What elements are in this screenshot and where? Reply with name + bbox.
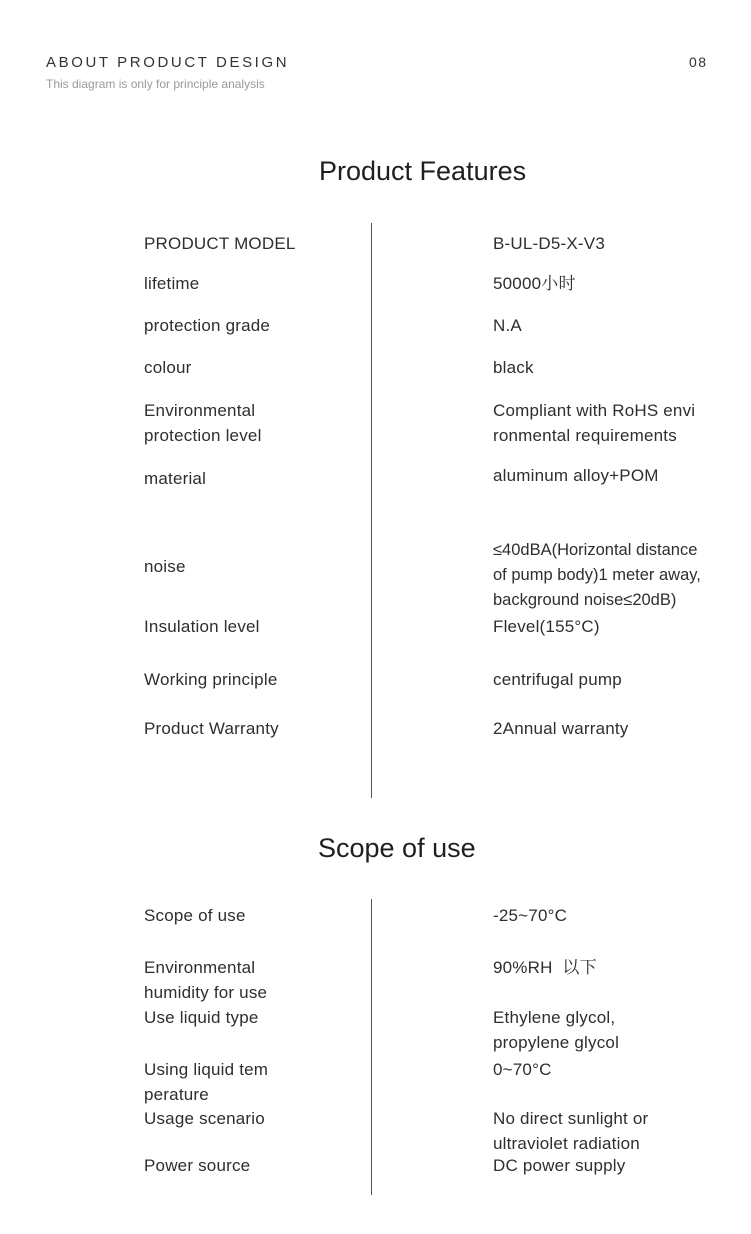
- scope-label-liquid-temperature: Using liquid tem perature: [144, 1060, 269, 1104]
- feature-value-material: aluminum alloy+POM: [493, 466, 659, 485]
- feature-label-protection-grade: protection grade: [144, 316, 271, 335]
- page-number: 08: [689, 54, 708, 70]
- scope-label-usage-scenario: Usage scenario: [144, 1109, 265, 1128]
- feature-value-noise: ≤40dBA(Horizontal distance of pump body)1 meter away, background noise≤20dB): [493, 541, 701, 609]
- scope-label-liquid-type: Use liquid type: [144, 1008, 259, 1027]
- features-title: Product Features: [319, 156, 527, 186]
- header-subtitle: This diagram is only for principle analysis: [46, 77, 265, 91]
- scope-value-power-source: DC power supply: [493, 1156, 626, 1175]
- scope-label-power-source: Power source: [144, 1156, 251, 1175]
- feature-label-working-principle: Working principle: [144, 670, 278, 689]
- feature-value-product-model: B-UL-D5-X-V3: [493, 234, 605, 253]
- feature-label-material: material: [144, 469, 207, 488]
- feature-label-insulation-level: Insulation level: [144, 617, 260, 636]
- feature-label-noise: noise: [144, 557, 186, 576]
- scope-value-environmental-humidity: 90%RH 以下: [493, 958, 597, 977]
- feature-label-colour: colour: [144, 358, 192, 377]
- features-divider: [371, 223, 372, 798]
- feature-value-environmental-protection: Compliant with RoHS envi ronmental requirements: [493, 401, 696, 445]
- feature-label-product-warranty: Product Warranty: [144, 719, 279, 738]
- feature-value-colour: black: [493, 358, 534, 377]
- feature-value-insulation-level: Flevel(155°C): [493, 617, 600, 636]
- scope-label-environmental-humidity: Environmental humidity for use: [144, 958, 268, 1002]
- header-title: ABOUT PRODUCT DESIGN: [46, 54, 290, 71]
- feature-value-lifetime: 50000小时: [493, 274, 576, 293]
- feature-label-environmental-protection: Environmental protection level: [144, 401, 262, 445]
- feature-value-working-principle: centrifugal pump: [493, 670, 622, 689]
- scope-value-liquid-type: Ethylene glycol, propylene glycol: [493, 1008, 620, 1052]
- scope-value-liquid-temperature: 0~70°C: [493, 1060, 552, 1079]
- scope-divider: [371, 899, 372, 1195]
- scope-label-scope-of-use: Scope of use: [144, 906, 246, 925]
- feature-label-lifetime: lifetime: [144, 274, 200, 293]
- feature-value-protection-grade: N.A: [493, 316, 522, 335]
- scope-value-scope-of-use: -25~70°C: [493, 906, 568, 925]
- feature-label-product-model: PRODUCT MODEL: [144, 234, 296, 253]
- scope-value-usage-scenario: No direct sunlight or ultraviolet radiation: [493, 1109, 649, 1153]
- scope-title: Scope of use: [318, 833, 476, 863]
- feature-value-product-warranty: 2Annual warranty: [493, 719, 629, 738]
